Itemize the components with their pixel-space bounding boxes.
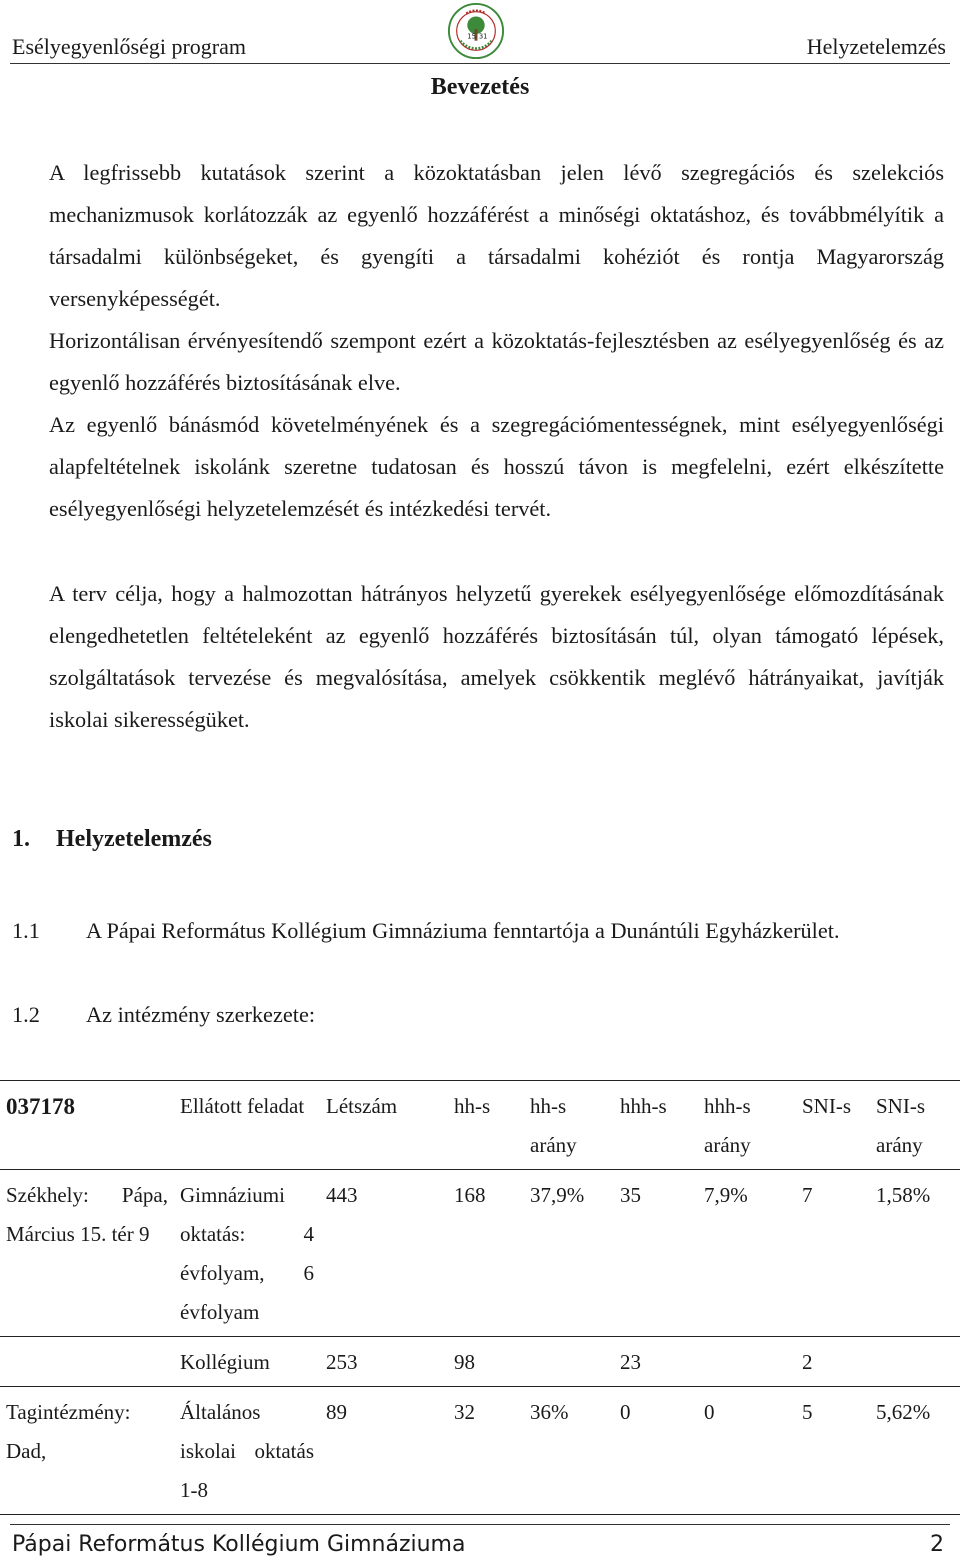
col-header-hhs: hh-s — [448, 1081, 524, 1170]
cell-letszam: 253 — [320, 1337, 448, 1387]
col-header-sni-arany: SNI-s arány — [870, 1081, 960, 1170]
table-row — [0, 1387, 960, 1515]
cell-feladat: Kollégium — [174, 1337, 320, 1387]
header-right-title: Helyzetelemzés — [806, 34, 946, 59]
col-header-sni: SNI-s — [796, 1081, 870, 1170]
col-header-letszam: Létszám — [320, 1081, 448, 1170]
svg-text:15: 15 — [467, 32, 476, 41]
cell-hhs-arany: 37,9% — [524, 1170, 614, 1337]
cell-hhhs-arany: 7,9% — [698, 1170, 796, 1337]
cell-hhs: 168 — [448, 1170, 524, 1337]
cell-hely: Tagintézmény: Dad, — [0, 1387, 174, 1515]
cell-feladat: Általános iskolai oktatás 1-8 — [174, 1387, 320, 1515]
table-row — [0, 1337, 960, 1387]
cell-feladat: Gimnáziumi oktatás: 4 évfolyam, 6 évfolyam — [174, 1170, 320, 1337]
cell-sni-arany — [870, 1337, 960, 1387]
paragraph-1: A legfrissebb kutatások szerint a közoktatásban jelen lévő szegregációs és szelekciós mechanizmusok korlátozzák az egyenlő hozzáférést a minőségi oktatáshoz, és továbbmélyítik a társadalmi különbségeket, és gyengíti a társadalmi kohéziót és rontja Magyarország versenyképességét. — [49, 160, 944, 311]
svg-text:31: 31 — [478, 32, 488, 41]
cell-sni-arany: 5,62% — [870, 1387, 960, 1515]
college-seal-icon — [447, 2, 505, 60]
cell-hely: Székhely: Pápa, Március 15. tér 9 — [0, 1170, 174, 1337]
header-divider — [10, 63, 950, 64]
paragraph-3: Az egyenlő bánásmód követelményének és a szegregációmentességnek, mint esélyegyenlőségi alapfeltételnek iskolánk szeretne tudatosan és hosszú távon is megfelelni, ezért elkészítette esélyegyenlőségi helyzetelemzését és intézkedési tervét. — [49, 412, 944, 521]
page-number: 2 — [930, 1532, 944, 1557]
subsection-number: 1.1 — [12, 918, 40, 943]
institution-id: 037178 — [0, 1081, 174, 1170]
paragraph-2: Horizontálisan érvényesítendő szempont ezért a közoktatás-fejlesztésben az esélyegyenlőség és az egyenlő hozzáférés biztosításának elve. — [49, 328, 944, 395]
cell-hely — [0, 1337, 174, 1387]
section-heading — [12, 826, 212, 853]
section-title: Helyzetelemzés — [56, 826, 212, 852]
subsection-1-1 — [12, 910, 944, 952]
institution-table — [0, 1080, 960, 1515]
subsection-text: Az intézmény szerkezete: — [86, 1002, 316, 1027]
subsection-1-2 — [12, 994, 944, 1036]
cell-hhhs-arany: 0 — [698, 1387, 796, 1515]
cell-hhhs: 35 — [614, 1170, 698, 1337]
cell-hhhs: 23 — [614, 1337, 698, 1387]
col-header-hhhs-arany: hhh-s arány — [698, 1081, 796, 1170]
col-header-feladat: Ellátott feladat — [174, 1081, 320, 1170]
cell-hhs-arany — [524, 1337, 614, 1387]
cell-hhhs-arany — [698, 1337, 796, 1387]
col-header-hhs-arany: hh-s arány — [524, 1081, 614, 1170]
section-number: 1. — [12, 826, 30, 852]
page-header — [0, 0, 960, 64]
subsection-number: 1.2 — [12, 1002, 40, 1027]
footer-divider — [10, 1524, 950, 1525]
cell-hhs-arany: 36% — [524, 1387, 614, 1515]
paragraph-4: A terv célja, hogy a halmozottan hátrányos helyzetű gyerekek esélyegyenlősége előmozdításának elengedhetetlen feltételeként az egyenlő hozzáférés biztosításán túl, olyan támogató lépések, szolgáltatások tervezése és megvalósítása, amelyek csökkentik meglévő hátrányaikat, javítják iskolai sikerességüket. — [49, 581, 944, 732]
page-title: Bevezetés — [430, 74, 530, 100]
cell-hhhs: 0 — [614, 1387, 698, 1515]
cell-sni: 2 — [796, 1337, 870, 1387]
subsection-text: A Pápai Református Kollégium Gimnáziuma fenntartója a Dunántúli Egyházkerület. — [86, 918, 840, 943]
cell-letszam: 89 — [320, 1387, 448, 1515]
table-header-row — [0, 1081, 960, 1170]
cell-sni: 7 — [796, 1170, 870, 1337]
table-row — [0, 1170, 960, 1337]
cell-sni-arany: 1,58% — [870, 1170, 960, 1337]
cell-hhs: 32 — [448, 1387, 524, 1515]
header-left-title: Esélyegyenlőségi program — [12, 34, 246, 59]
footer-institution: Pápai Református Kollégium Gimnáziuma — [12, 1532, 466, 1557]
cell-hhs: 98 — [448, 1337, 524, 1387]
cell-sni: 5 — [796, 1387, 870, 1515]
cell-letszam: 443 — [320, 1170, 448, 1337]
col-header-hhhs: hhh-s — [614, 1081, 698, 1170]
